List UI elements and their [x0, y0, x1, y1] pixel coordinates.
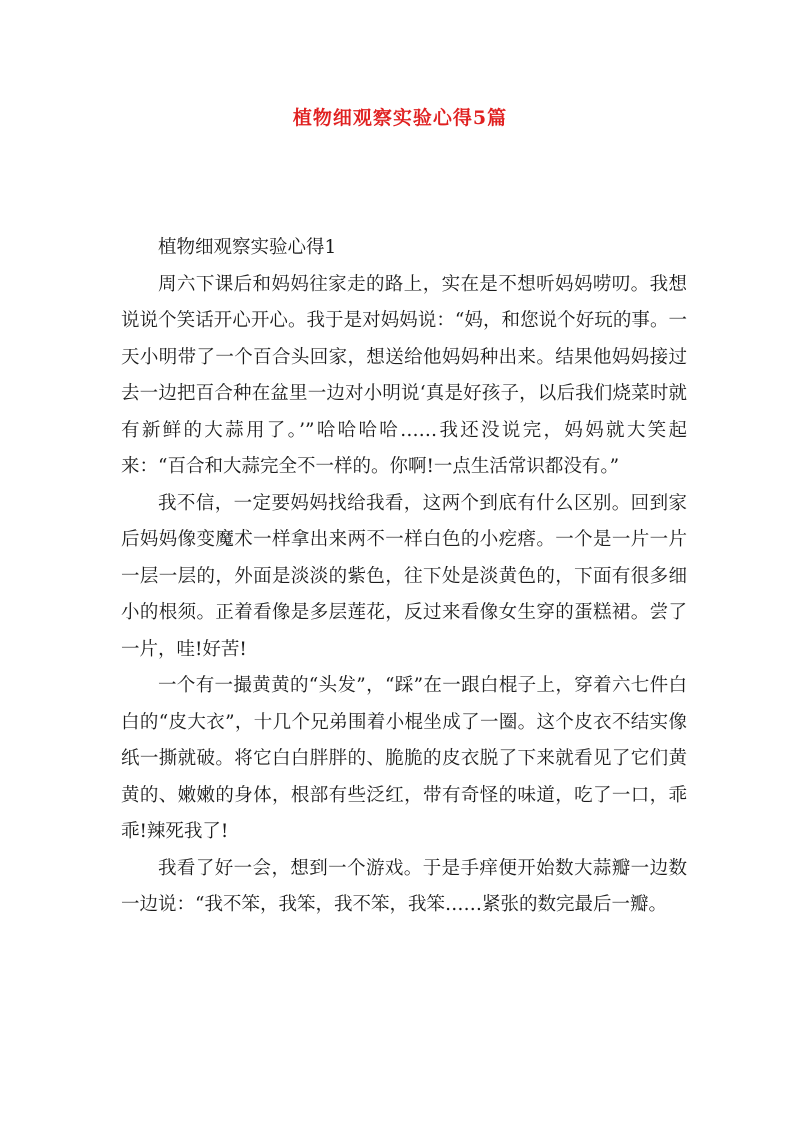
paragraph-2: 我不信，一定要妈妈找给我看，这两个到底有什么区别。回到家后妈妈像变魔术一样拿出来两不一样白色的小疙瘩。一个是一片一片一层一层的，外面是淡淡的紫色，往下处是淡黄色的，下面有很多细小的根须。正着看像是多层莲花，反过来看像女生穿的蛋糕裙。尝了一片，哇!好苦!	[121, 492, 687, 660]
section-heading: 植物细观察实验心得1	[158, 237, 337, 258]
paragraph-4: 我看了好一会，想到一个游戏。于是手痒便开始数大蒜瓣一边数一边说：“我不笨，我笨，我不笨，我笨……紧张的数完最后一瓣。	[121, 857, 687, 915]
document-body	[121, 230, 687, 924]
paragraph-3: 一个有一撮黄黄的“头发”，“踩”在一跟白棍子上，穿着六七件白白的“皮大衣”，十几个兄弟围着小棍坐成了一圈。这个皮衣不结实像纸一撕就破。将它白白胖胖的、脆脆的皮衣脱了下来就看见了它们黄黄的、嫩嫩的身体，根部有些泛红，带有奇怪的味道，吃了一口，乖乖!辣死我了!	[121, 675, 687, 842]
document-title: 植物细观察实验心得5篇	[292, 107, 508, 129]
paragraph-1: 周六下课后和妈妈往家走的路上，实在是不想听妈妈唠叨。我想说说个笑话开心开心。我于是对妈妈说：“妈，和您说个好玩的事。一天小明带了一个百合头回家，想送给他妈妈种出来。结果他妈妈接过去一边把百合种在盆里一边对小明说‘真是好孩子，以后我们烧菜时就有新鲜的大蒜用了。’”哈哈哈哈……我还没说完，妈妈就大笑起来：“百合和大蒜完全不一样的。你啊!一点生活常识都没有。”	[121, 273, 687, 477]
